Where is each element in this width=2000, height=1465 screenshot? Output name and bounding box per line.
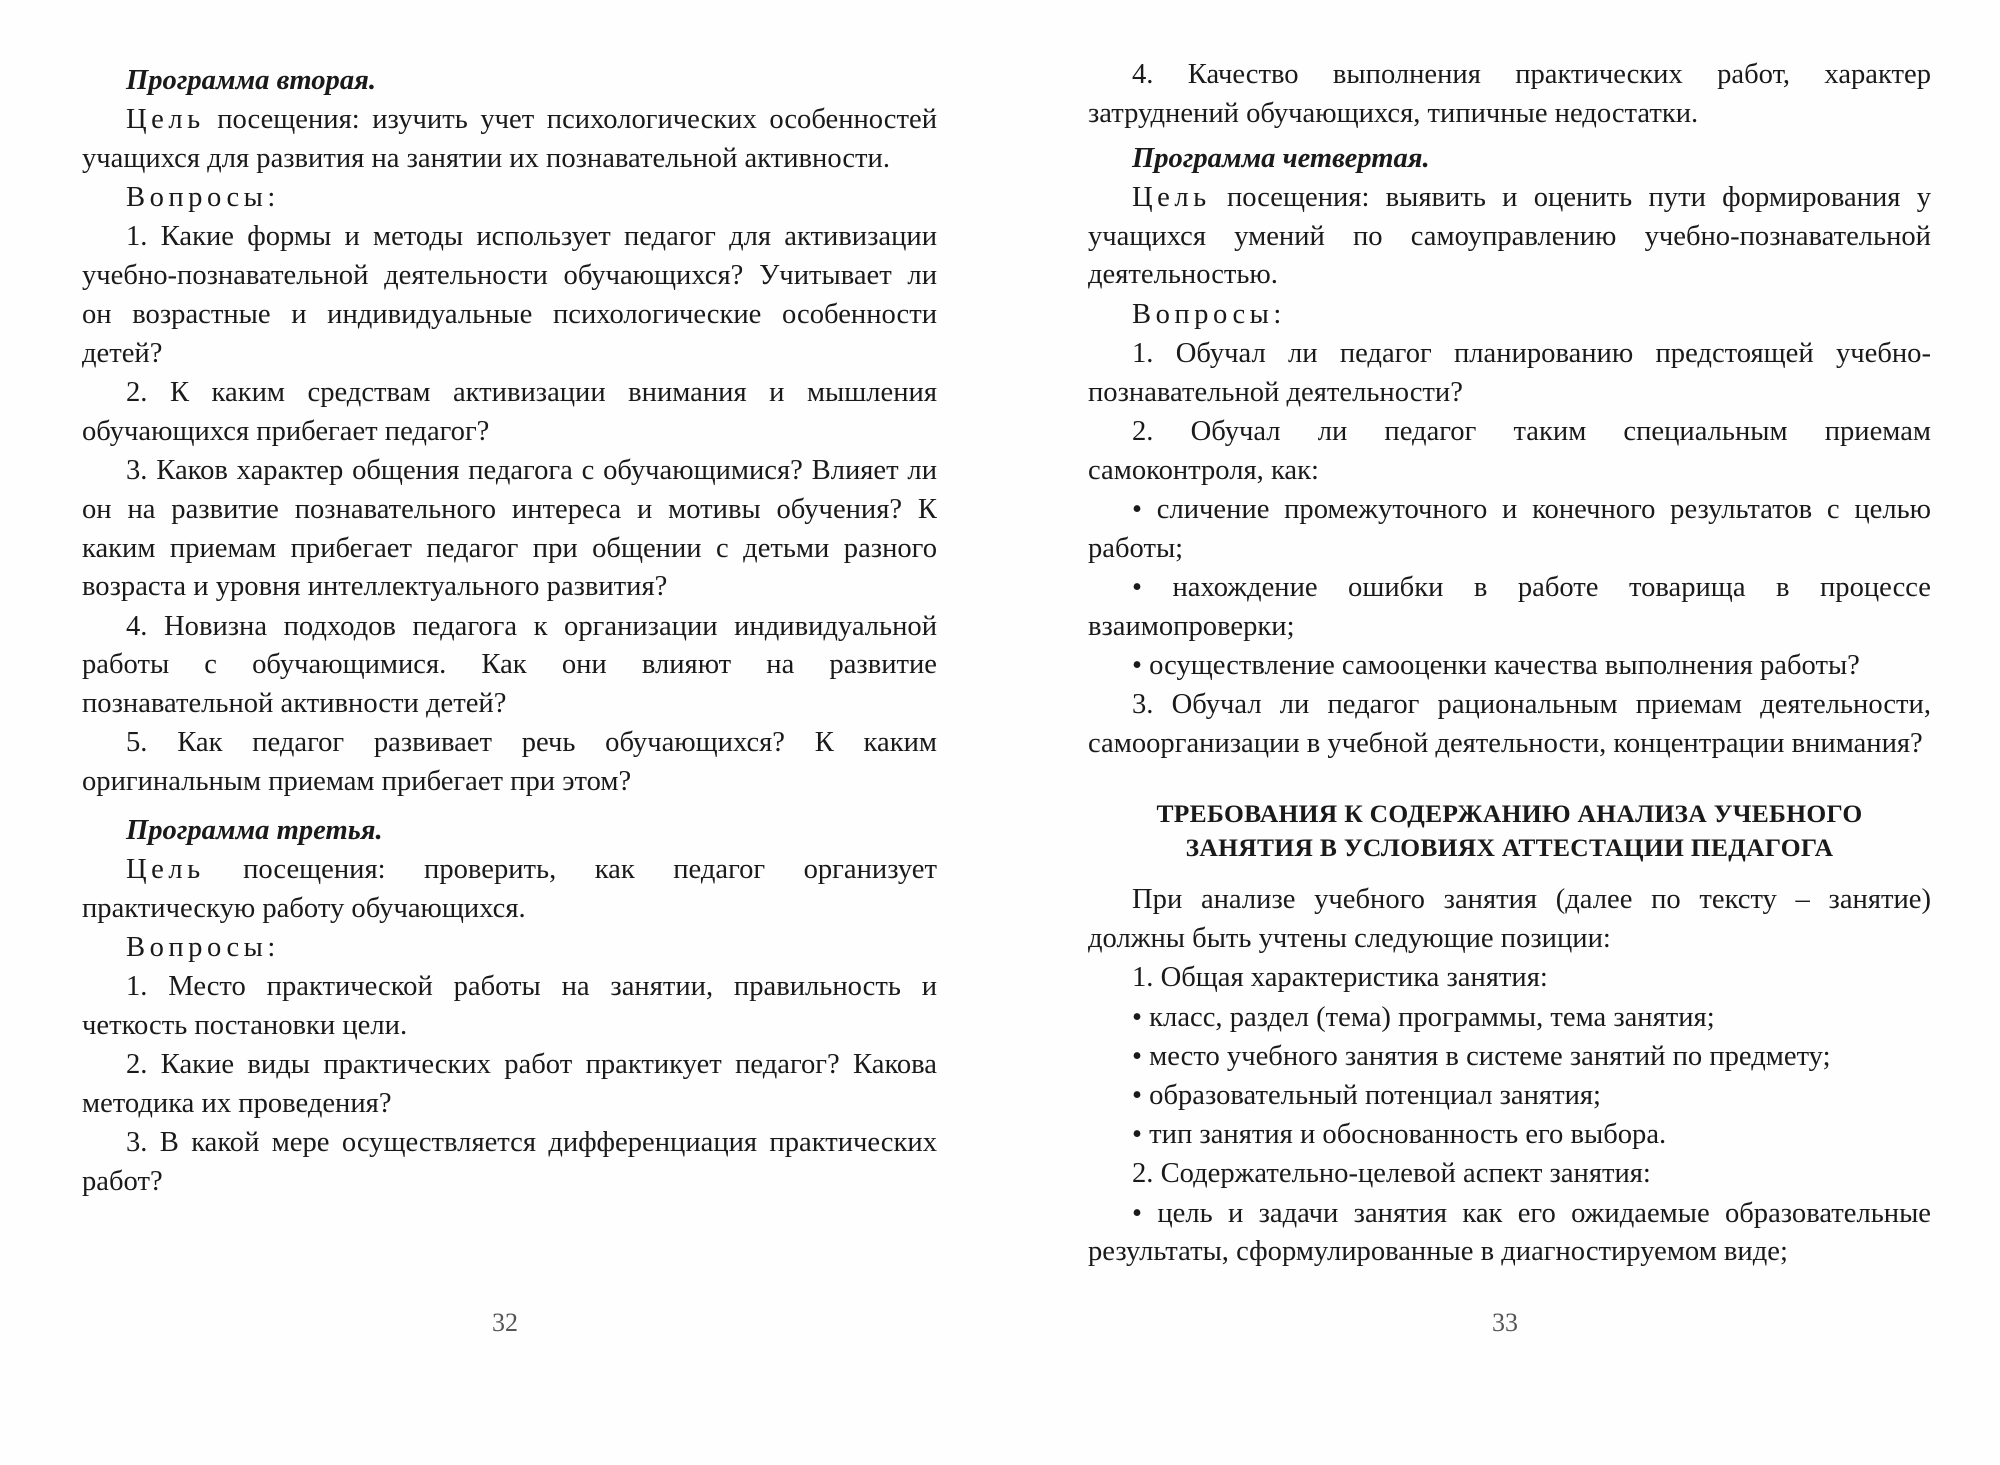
section-title-line: ТРЕБОВАНИЯ К СОДЕРЖАНИЮ АНАЛИЗА УЧЕБНОГО [1156, 799, 1863, 829]
bullet-item: • класс, раздел (тема) программы, тема занятия; [1132, 1001, 1715, 1033]
program2-heading: Программа вторая. [126, 65, 377, 96]
goal-text: посещения: изучить учет психологических особенностей учащихся для развития на занятии их познавательной активности. [82, 104, 937, 174]
program2-questions-label: Вопросы: [126, 182, 280, 214]
bullet-item: • нахождение ошибки в работе товарища в процессе взаимопроверки; [1088, 571, 1931, 642]
goal-label: Цель [126, 104, 205, 136]
program4-goal [1088, 179, 1931, 295]
list-item: 2. К каким средствам активизации внимания и мышления обучающихся прибегает педагог? [82, 376, 937, 447]
bullet-item: • цель и задачи занятия как его ожидаемые образовательные результаты, сформулированные в диагностируемом виде; [1088, 1197, 1931, 1268]
goal-text: посещения: проверить, как педагог организует практическую работу обучающихся. [82, 854, 937, 924]
list-item: 4. Качество выполнения практических работ, характер затруднений обучающихся, типичные недостатки. [1088, 59, 1931, 129]
bullet-item: • место учебного занятия в системе занятий по предмету; [1132, 1040, 1831, 1072]
program2-goal [82, 101, 937, 179]
goal-text: посещения: выявить и оценить пути формирования у учащихся умений по самоуправлению учебно-познавательной деятельностью. [1088, 181, 1931, 291]
list-item: 1. Какие формы и методы использует педагог для активизации учебно-познавательной деятельности обучающихся? Учитывает ли он возрастные и индивидуальные психологические особенности детей? [82, 221, 937, 369]
program3-questions-label: Вопросы: [126, 932, 280, 964]
list-item: 4. Новизна подходов педагога к организации индивидуальной работы с обучающимися. Как они влияют на развитие познавательной активности детей? [82, 610, 937, 720]
list-item: 3. Обучал ли педагог рациональным приемам деятельности, самоорганизации в учебной деятельности, концентрации внимания? [1088, 688, 1931, 759]
list-item: 1. Общая характеристика занятия: [1132, 962, 1548, 994]
list-item: 2. Какие виды практических работ практикует педагог? Какова методика их проведения? [82, 1049, 937, 1120]
bullet-item: • сличение промежуточного и конечного результатов с целью работы; [1088, 493, 1931, 564]
program3-goal [82, 851, 937, 929]
list-item: 5. Как педагог развивает речь обучающихся? К каким оригинальным приемам прибегает при этом? [82, 727, 937, 798]
program4-heading: Программа четвертая. [1132, 142, 1430, 174]
list-item: 1. Место практической работы на занятии, правильность и четкость постановки цели. [82, 971, 937, 1042]
list-item: 3. Каков характер общения педагога с обучающимися? Влияет ли он на развитие познавательного интереса и мотивы обучения? К каким приемам прибегает педагог при общении с детьми разного возраста и уровня интеллектуального развития? [82, 454, 937, 603]
page-number: 32 [492, 1308, 518, 1337]
bullet-item: • образовательный потенциал занятия; [1132, 1080, 1601, 1112]
right-page [1000, 0, 2000, 1465]
section-title [1088, 797, 1931, 865]
left-text-column [82, 56, 937, 1202]
program3-heading: Программа третья. [126, 814, 383, 846]
bullet-item: • осуществление самооценки качества выполнения работы? [1132, 649, 1860, 681]
goal-label: Цель [1132, 181, 1211, 213]
program4-questions-label: Вопросы: [1132, 298, 1286, 330]
section-title-line: ЗАНЯТИЯ В УСЛОВИЯХ АТТЕСТАЦИИ ПЕДАГОГА [1185, 833, 1834, 863]
list-item: 1. Обучал ли педагог планированию предстоящей учебно-познавательной деятельности? [1088, 337, 1931, 408]
goal-label: Цель [126, 854, 205, 886]
bullet-item: • тип занятия и обоснованность его выбора. [1132, 1119, 1667, 1151]
intro-paragraph: При анализе учебного занятия (далее по тексту – занятие) должны быть учтены следующие позиции: [1088, 884, 1931, 955]
right-text-column [1088, 56, 1931, 1273]
list-item: 3. В какой мере осуществляется дифференциация практических работ? [82, 1127, 937, 1197]
list-item: 2. Обучал ли педагог таким специальным приемам самоконтроля, как: [1088, 415, 1931, 486]
page-number: 33 [1492, 1308, 1518, 1337]
list-item: 2. Содержательно-целевой аспект занятия: [1132, 1158, 1651, 1190]
